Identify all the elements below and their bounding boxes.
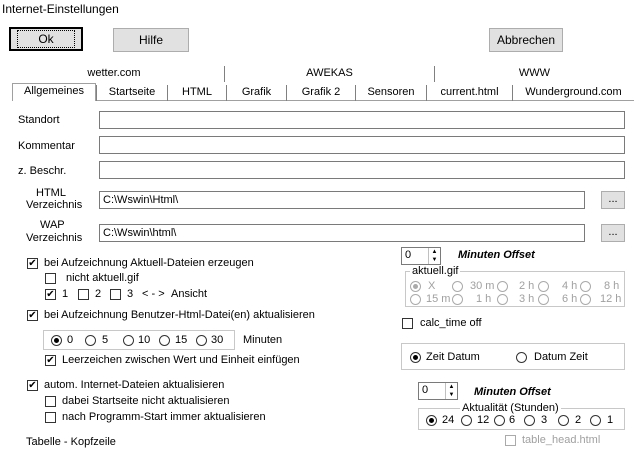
window-title: Internet-Einstellungen [2,2,119,16]
help-button[interactable]: Hilfe [113,28,189,52]
minutes-0-label: 0 [67,334,74,346]
leerzeichen-checkbox[interactable]: ✔ [46,355,55,366]
programmstart-label: nach Programm-Start immer aktualisieren [62,411,266,423]
minutes-30-radio[interactable] [196,335,207,346]
minutes-0-radio[interactable] [51,335,62,346]
nicht-aktuell-checkbox[interactable] [45,273,56,284]
tab-wunderground[interactable]: Wunderground.com [512,85,634,101]
minutes-15-radio[interactable] [159,335,170,346]
gif-2h-radio[interactable] [497,281,508,292]
ansicht-3-label: 3 [127,288,134,300]
calc-time-label: calc_time off [420,317,482,329]
akt-1-radio[interactable] [590,415,601,426]
gif-x-radio[interactable] [410,281,421,292]
akt-3-label: 3 [541,414,548,426]
tab-startseite[interactable]: Startseite [96,85,167,101]
gif-6h-label: 6 h [562,293,578,305]
ansicht-label: Ansicht [171,288,208,300]
html-dir-input[interactable]: C:\Wswin\Html\ [99,191,585,209]
standort-input[interactable] [99,111,625,129]
minutes-5-label: 5 [102,334,109,346]
html-dir-browse-button[interactable]: ... [601,191,625,209]
wap-dir-label-2: Verzeichnis [26,232,83,244]
ansicht-2-checkbox[interactable] [78,289,89,300]
ansicht-3-checkbox[interactable] [110,289,121,300]
nicht-aktuell-label: nicht aktuell.gif [66,272,139,284]
zeit-datum-radio[interactable] [410,352,421,363]
offset1-value: 0 [405,249,412,261]
akt-12-label: 12 [477,414,490,426]
tab-awekas[interactable]: AWEKAS [224,66,434,82]
gif-30m-radio[interactable] [452,281,463,292]
tab-wetter-com[interactable]: wetter.com [87,67,141,79]
tab-sensoren[interactable]: Sensoren [355,85,426,101]
gif-30m-label: 30 m [470,280,495,292]
gif-4h-label: 4 h [562,280,578,292]
gif-12h-radio[interactable] [580,294,591,305]
beschr-label: z. Beschr. [18,165,67,177]
html-dir-label-2: Verzeichnis [26,199,83,211]
ok-label: Ok [17,30,74,48]
tab-grafik[interactable]: Grafik [226,85,286,101]
gif-4h-radio[interactable] [538,281,549,292]
wap-dir-label-1: WAP [40,219,65,231]
minutes-label: Minuten [243,334,283,346]
wap-dir-input[interactable]: C:\Wswin\html\ [99,224,585,242]
minutes-15-label: 15 [175,334,188,346]
programmstart-checkbox[interactable] [45,412,56,423]
minutes-10-radio[interactable] [123,335,134,346]
ansicht-1-label: 1 [62,288,69,300]
gif-8h-label: 8 h [604,280,620,292]
tab-www[interactable]: WWW [434,66,634,82]
akt-24-label: 24 [442,414,455,426]
gif-x-label: X [428,280,436,292]
kommentar-label: Kommentar [18,140,75,152]
wap-dir-browse-button[interactable]: ... [601,224,625,242]
akt-24-radio[interactable] [426,415,437,426]
gif-15m-label: 15 m [426,293,451,305]
akt-3-radio[interactable] [524,415,535,426]
gif-3h-label: 3 h [519,293,535,305]
calc-time-checkbox[interactable] [402,318,413,329]
gif-6h-radio[interactable] [538,294,549,305]
spinner-arrows-icon[interactable]: ▲ ▼ [445,383,457,399]
autom-label: autom. Internet-Dateien aktualisieren [44,379,225,391]
benutzer-checkbox[interactable]: ✔ [28,310,37,321]
akt-6-radio[interactable] [494,415,505,426]
table-head-label: table_head.html [522,434,601,446]
tab-current-html[interactable]: current.html [426,85,512,101]
gif-2h-label: 2 h [519,280,535,292]
startseite-label: dabei Startseite nicht aktualisieren [62,395,230,407]
akt-6-label: 6 [509,414,516,426]
gif-12h-label: 12 h [600,293,622,305]
offset1-spinner[interactable] [401,247,441,265]
offset2-spinner[interactable] [418,382,458,400]
gif-15m-radio[interactable] [410,294,421,305]
aktuell-checkbox[interactable]: ✔ [28,258,37,269]
offset2-label: Minuten Offset [474,386,551,398]
tab-allgemeines[interactable]: Allgemeines [12,83,96,101]
akt-2-radio[interactable] [558,415,569,426]
autom-checkbox[interactable]: ✔ [28,380,37,391]
aktuell-gif-legend: aktuell.gif [412,265,459,277]
cancel-button[interactable]: Abbrechen [489,28,563,52]
gif-1h-radio[interactable] [452,294,463,305]
offset2-value: 0 [422,384,429,396]
akt-1-label: 1 [607,414,614,426]
kommentar-input[interactable] [99,136,625,154]
beschr-input[interactable] [99,161,625,179]
ansicht-arrow: < - > [142,288,165,300]
benutzer-label: bei Aufzeichnung Benutzer-Html-Datei(en) aktualisieren [44,309,315,321]
aktualitaet-legend: Aktualität (Stunden) [462,402,559,414]
minutes-5-radio[interactable] [85,335,96,346]
ansicht-2-label: 2 [95,288,102,300]
tab-html[interactable]: HTML [167,85,226,101]
datum-zeit-label: Datum Zeit [534,351,588,363]
html-dir-label-1: HTML [36,187,66,199]
ansicht-1-checkbox[interactable]: ✔ [46,289,55,300]
minutes-30-label: 30 [211,334,224,346]
spinner-arrows-icon[interactable]: ▲ ▼ [428,248,440,264]
ok-button[interactable] [9,27,83,51]
startseite-checkbox[interactable] [45,396,56,407]
zeit-datum-label: Zeit Datum [426,351,480,363]
tabelle-label: Tabelle - Kopfzeile [26,436,116,448]
datum-zeit-radio[interactable] [516,352,527,363]
leerzeichen-label: Leerzeichen zwischen Wert und Einheit einfügen [62,354,300,366]
aktuell-label: bei Aufzeichnung Aktuell-Dateien erzeugen [44,257,254,269]
gif-1h-label: 1 h [476,293,492,305]
gif-3h-radio[interactable] [497,294,508,305]
minutes-10-label: 10 [138,334,151,346]
tab-grafik-2[interactable]: Grafik 2 [286,85,355,101]
table-head-checkbox[interactable] [505,435,516,446]
gif-8h-radio[interactable] [580,281,591,292]
standort-label: Standort [18,114,60,126]
offset1-label: Minuten Offset [458,249,535,261]
akt-12-radio[interactable] [461,415,472,426]
akt-2-label: 2 [575,414,582,426]
